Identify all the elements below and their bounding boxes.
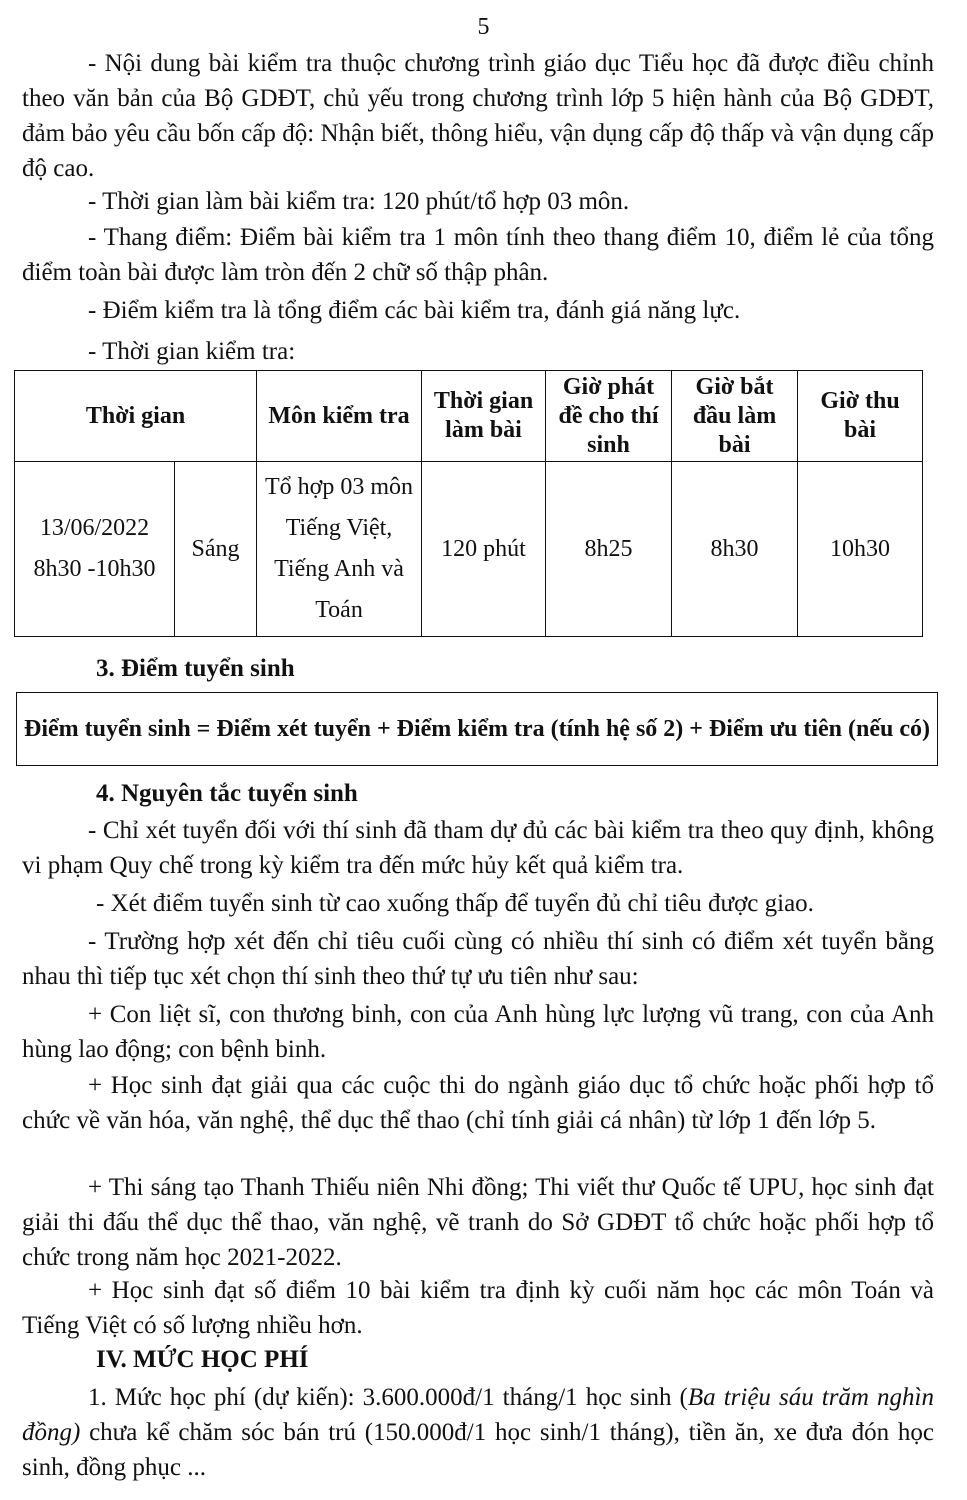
tuition-fee-lead: 1. Mức học phí (dự kiến): 3.600.000đ/1 tháng/1 học sinh (	[88, 1384, 688, 1411]
duration-paragraph: - Thời gian làm bài kiểm tra: 120 phút/tổ hợp 03 môn.	[88, 188, 630, 215]
schedule-label: - Thời gian kiểm tra:	[88, 338, 296, 365]
tuition-fee-paragraph	[22, 1380, 934, 1485]
priority-item-2: + Học sinh đạt giải qua các cuộc thi do ngành giáo dục tổ chức hoặc phối hợp tổ chức về văn hóa, văn nghệ, thể dục thể thao (chỉ tính giải cá nhân) từ lớp 1 đến lớp 5.	[22, 1072, 934, 1134]
header-start-time: Giờ bắt đầu làm bài	[672, 371, 798, 462]
cell-distribute-time: 8h25	[546, 462, 672, 637]
header-duration: Thời gian làm bài	[422, 371, 546, 462]
header-subject: Môn kiểm tra	[257, 371, 422, 462]
score-paragraph: - Điểm kiểm tra là tổng điểm các bài kiểm tra, đánh giá năng lực.	[88, 297, 741, 324]
principle-paragraph-3: - Trường hợp xét đến chỉ tiêu cuối cùng có nhiều thí sinh có điểm xét tuyển bằng nhau thì tiếp tục xét chọn thí sinh theo thứ tự ưu tiên như sau:	[22, 928, 934, 990]
exam-schedule-table	[14, 370, 923, 637]
principle-paragraph-1: - Chỉ xét tuyển đối với thí sinh đã tham dự đủ các bài kiểm tra theo quy định, không vi phạm Quy chế trong kỳ kiểm tra đến mức hủy kết quả kiểm tra.	[22, 817, 934, 879]
table-header-row	[15, 371, 923, 462]
cell-duration: 120 phút	[422, 462, 546, 637]
header-distribute-time: Giờ phát đề cho thí sinh	[546, 371, 672, 462]
table-row	[15, 462, 923, 637]
section-4-heading: 4. Nguyên tắc tuyển sinh	[96, 780, 358, 807]
section-iv-heading: IV. MỨC HỌC PHÍ	[96, 1346, 309, 1373]
section-3-heading: 3. Điểm tuyển sinh	[96, 655, 295, 682]
cell-subject: Tổ hợp 03 môn Tiếng Việt, Tiếng Anh và Toán	[257, 462, 422, 637]
cell-start-time: 8h30	[672, 462, 798, 637]
header-time: Thời gian	[15, 371, 257, 462]
cell-end-time: 10h30	[798, 462, 923, 637]
cell-session: Sáng	[175, 462, 257, 637]
exam-time-range: 8h30 -10h30	[33, 556, 156, 582]
scale-paragraph: - Thang điểm: Điểm bài kiểm tra 1 môn tính theo thang điểm 10, điểm lẻ của tổng điểm toàn bài được làm tròn đến 2 chữ số thập phân.	[22, 224, 934, 286]
tuition-fee-words: Ba triệu sáu trăm nghìn đồng)	[22, 1384, 934, 1446]
principle-paragraph-2: - Xét điểm tuyển sinh từ cao xuống thấp để tuyển đủ chỉ tiêu được giao.	[96, 890, 814, 917]
cell-date-time	[15, 462, 175, 637]
admission-score-formula: Điểm tuyển sinh = Điểm xét tuyển + Điểm kiểm tra (tính hệ số 2) + Điểm ưu tiên (nếu có)	[16, 692, 938, 766]
priority-item-1: + Con liệt sĩ, con thương binh, con của Anh hùng lực lượng vũ trang, con của Anh hùng lao động; con bệnh binh.	[22, 1001, 934, 1063]
priority-item-3: + Thi sáng tạo Thanh Thiếu niên Nhi đồng; Thi viết thư Quốc tế UPU, học sinh đạt giải thi đấu thể dục thể thao, văn nghệ, vẽ tranh do Sở GDĐT tổ chức hoặc phối hợp tổ chức trong năm học 2021-2022.	[22, 1174, 934, 1271]
page-number: 5	[477, 14, 490, 40]
header-end-time: Giờ thu bài	[798, 371, 923, 462]
priority-item-4: + Học sinh đạt số điểm 10 bài kiểm tra định kỳ cuối năm học các môn Toán và Tiếng Việt có số lượng nhiều hơn.	[22, 1277, 934, 1339]
exam-date: 13/06/2022	[39, 515, 150, 541]
content-paragraph: - Nội dung bài kiểm tra thuộc chương trình giáo dục Tiểu học đã được điều chỉnh theo văn bản của Bộ GDĐT, chủ yếu trong chương trình lớp 5 hiện hành của Bộ GDĐT, đảm bảo yêu cầu bốn cấp độ: Nhận biết, thông hiểu, vận dụng cấp độ thấp và vận dụng cấp độ cao.	[22, 50, 934, 182]
tuition-fee-tail: chưa kể chăm sóc bán trú (150.000đ/1 học sinh/1 tháng), tiền ăn, xe đưa đón học sinh, đồng phục ...	[22, 1419, 934, 1481]
